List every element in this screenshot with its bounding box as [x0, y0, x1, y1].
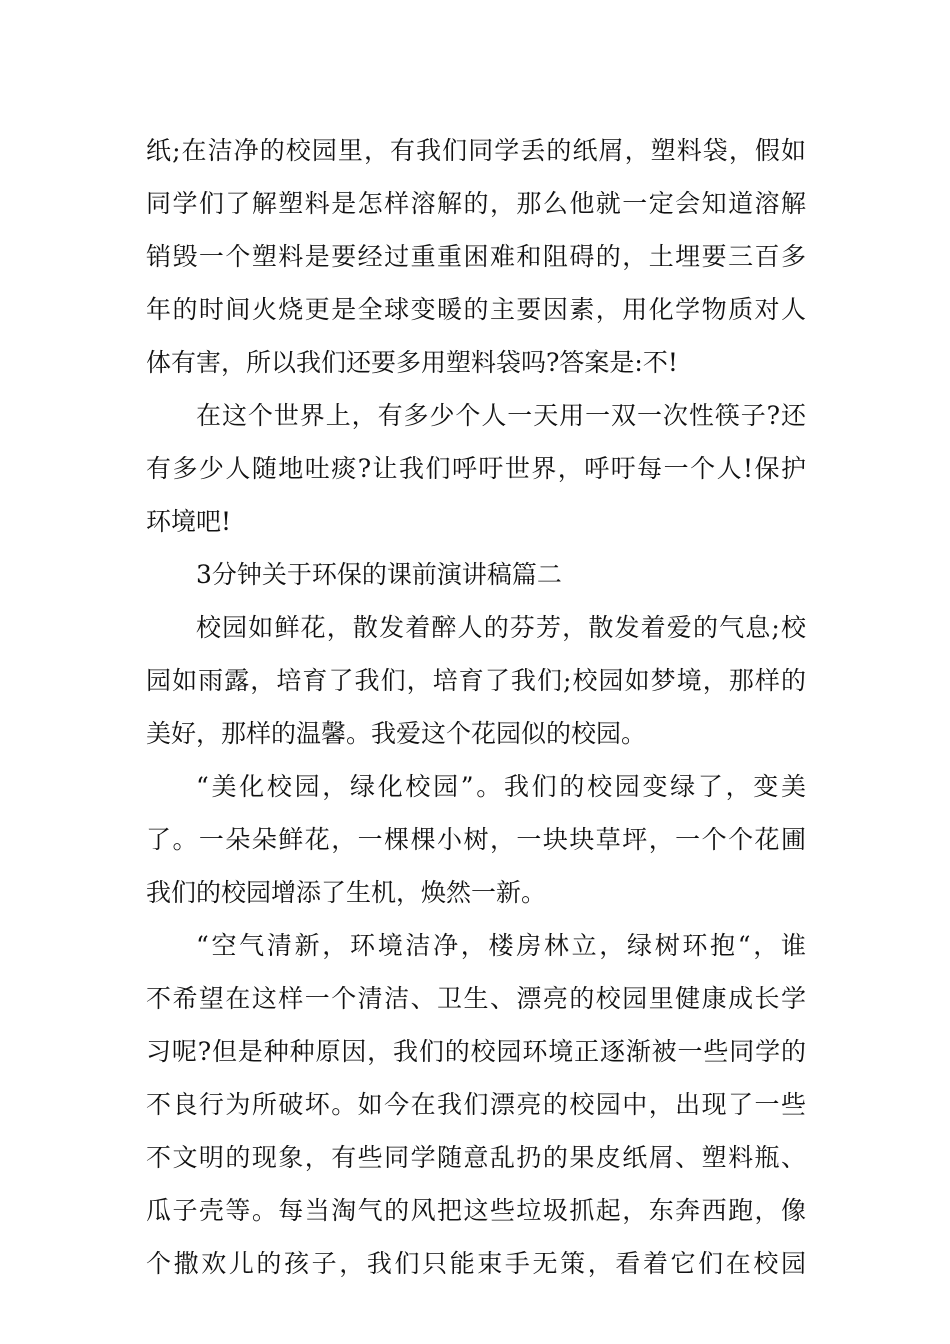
- text-line: 年的时间火烧更是全球变暖的主要因素，用化学物质对人: [146, 295, 806, 324]
- body-text: [146, 124, 806, 1290]
- text-line: 我们的校园增添了生机，焕然一新。: [146, 878, 547, 907]
- text-line: 瓜子壳等。每当淘气的风把这些垃圾抓起，东奔西跑，像: [146, 1196, 806, 1225]
- paragraph-start-line: “空气清新，环境洁净，楼房林立，绿树环抱“，谁: [196, 931, 806, 960]
- text-line: 环境吧!: [146, 507, 232, 536]
- text-line: 不良行为所破坏。如今在我们漂亮的校园中，出现了一些: [146, 1090, 806, 1119]
- paragraph-start-line: 在这个世界上，有多少个人一天用一双一次性筷子?还: [196, 401, 806, 430]
- text-line: 销毁一个塑料是要经过重重困难和阻碍的，土埋要三百多: [146, 242, 806, 271]
- text-line: 习呢?但是种种原因，我们的校园环境正逐渐被一些同学的: [146, 1037, 806, 1066]
- text-line: 了。一朵朵鲜花，一棵棵小树，一块块草坪，一个个花圃: [146, 825, 806, 854]
- section-heading: 3分钟关于环保的课前演讲稿篇二: [196, 560, 562, 589]
- text-line: 不希望在这样一个清洁、卫生、漂亮的校园里健康成长学: [146, 984, 806, 1013]
- paragraph-start-line: 校园如鲜花，散发着醉人的芬芳，散发着爱的气息;校: [196, 613, 806, 642]
- paragraph-start-line: “美化校园，绿化校园”。我们的校园变绿了，变美: [196, 772, 806, 801]
- text-line: 有多少人随地吐痰?让我们呼吁世界，呼吁每一个人!保护: [146, 454, 806, 483]
- text-line: 体有害，所以我们还要多用塑料袋吗?答案是:不!: [146, 348, 678, 377]
- text-line: 美好，那样的温馨。我爱这个花园似的校园。: [146, 719, 647, 748]
- text-line: 同学们了解塑料是怎样溶解的，那么他就一定会知道溶解: [146, 189, 806, 218]
- text-line: 个撒欢儿的孩子，我们只能束手无策，看着它们在校园: [146, 1249, 806, 1278]
- text-line: 园如雨露，培育了我们，培育了我们;校园如梦境，那样的: [146, 666, 806, 695]
- text-line: 纸;在洁净的校园里，有我们同学丢的纸屑，塑料袋，假如: [146, 136, 806, 165]
- text-line: 不文明的现象，有些同学随意乱扔的果皮纸屑、塑料瓶、: [146, 1143, 806, 1172]
